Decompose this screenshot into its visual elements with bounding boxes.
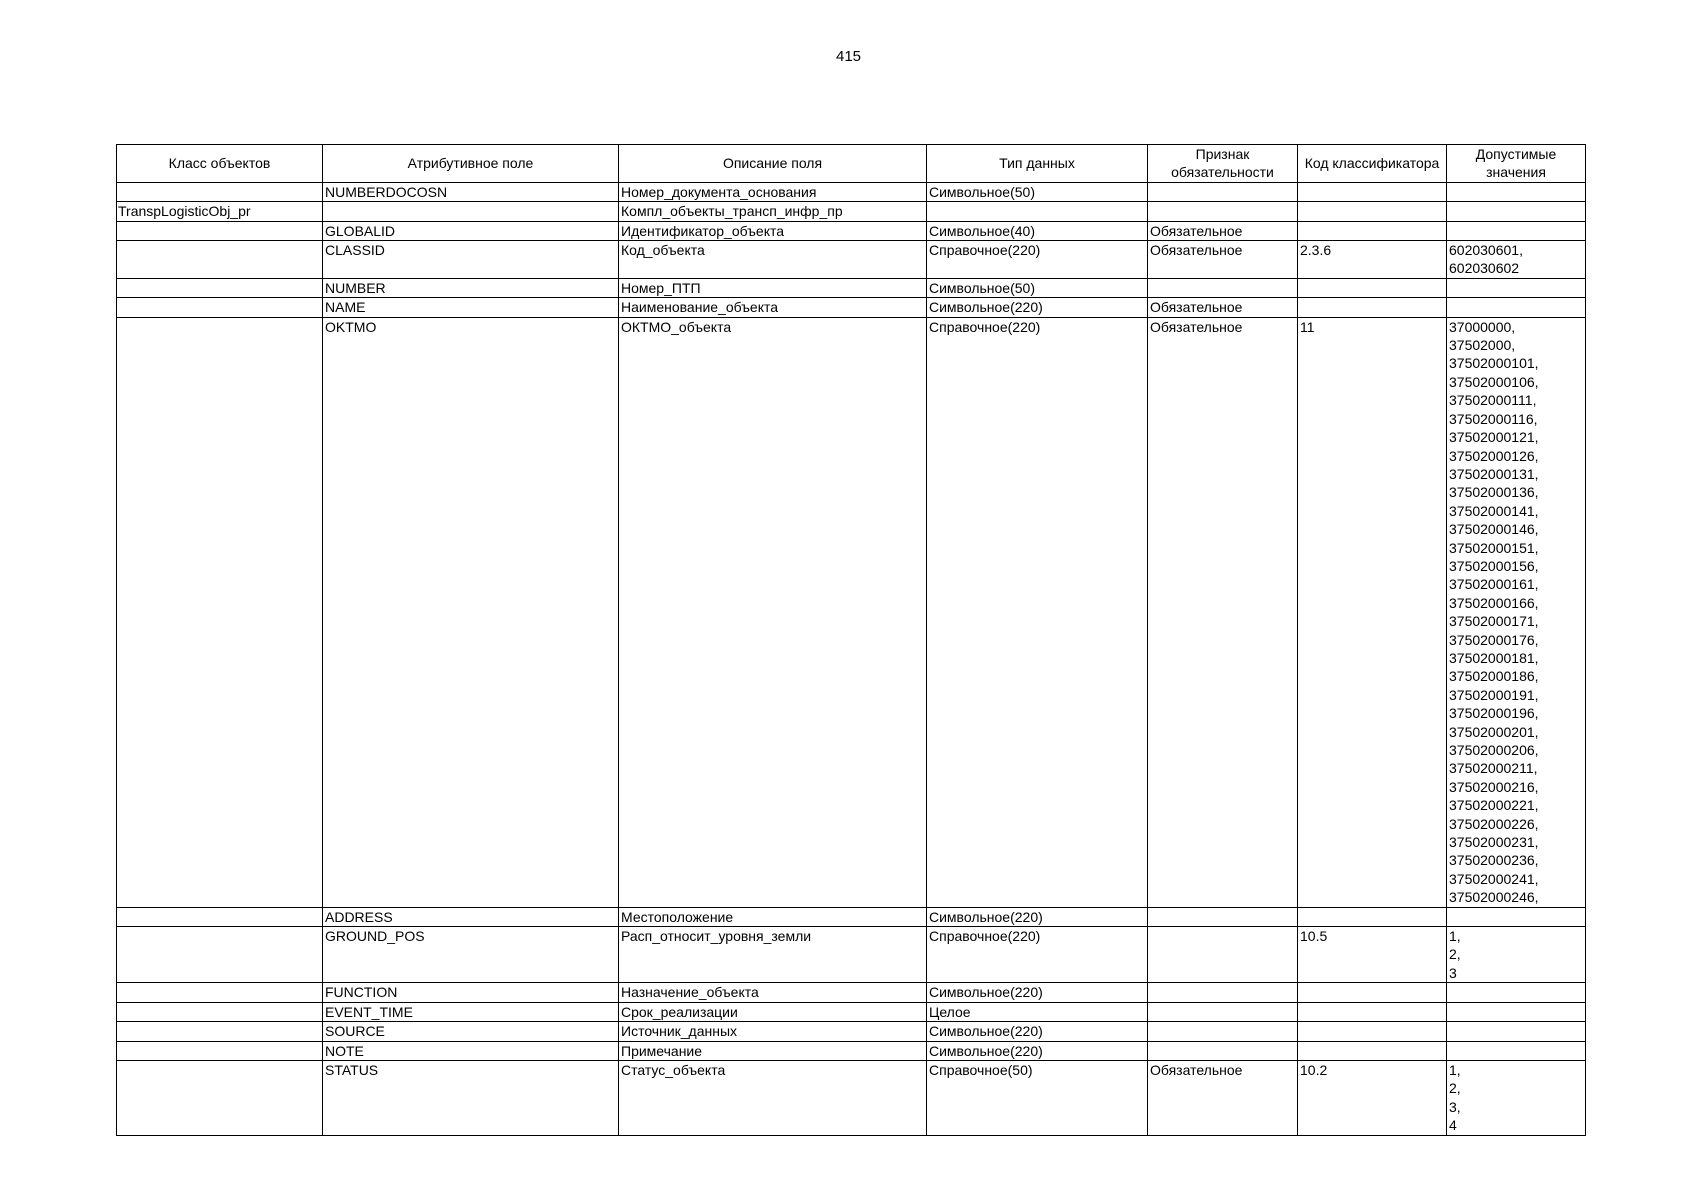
- cell-class: [117, 927, 323, 983]
- cell-required-flag: Обязательное: [1148, 317, 1298, 907]
- table-row: [117, 241, 1586, 279]
- cell-required-flag: [1148, 1022, 1298, 1041]
- cell-data-type: Справочное(220): [927, 317, 1148, 907]
- table-row: [117, 1002, 1586, 1021]
- cell-required-flag: [1148, 1002, 1298, 1021]
- cell-classifier-code: 10.2: [1298, 1060, 1447, 1135]
- cell-attribute-field: ADDRESS: [323, 907, 619, 926]
- cell-classifier-code: [1298, 1041, 1447, 1060]
- cell-allowed-values: 37000000, 37502000, 37502000101, 37502000106, 37502000111, 37502000116, 37502000121, 37502000126, 37502000131, 37502000136, 37502000141, 37502000146, 37502000151, 37502000156, 37502000161, 37502000166, 37502000171, 37502000176, 37502000181, 37502000186, 37502000191, 37502000196, 37502000201, 37502000206, 37502000211, 37502000216, 37502000221, 37502000226, 37502000231, 37502000236, 37502000241, 37502000246,: [1447, 317, 1586, 907]
- cell-classifier-code: 10.5: [1298, 927, 1447, 983]
- header-class: Класс объектов: [117, 145, 323, 183]
- cell-attribute-field: NOTE: [323, 1041, 619, 1060]
- cell-attribute-field: GLOBALID: [323, 221, 619, 240]
- cell-field-description: Расп_относит_уровня_земли: [619, 927, 927, 983]
- header-field-description: Описание поля: [619, 145, 927, 183]
- cell-required-flag: Обязательное: [1148, 241, 1298, 279]
- header-classifier-code: Код классификатора: [1298, 145, 1447, 183]
- cell-required-flag: [1148, 927, 1298, 983]
- cell-class: [117, 278, 323, 297]
- cell-allowed-values: 1, 2, 3, 4: [1447, 1060, 1586, 1135]
- header-allowed-values: Допустимые значения: [1447, 145, 1586, 183]
- cell-data-type: Символьное(50): [927, 278, 1148, 297]
- cell-data-type: Справочное(220): [927, 927, 1148, 983]
- table-row: [117, 1041, 1586, 1060]
- cell-classifier-code: [1298, 221, 1447, 240]
- cell-class: [117, 983, 323, 1002]
- cell-class: [117, 317, 323, 907]
- header-attribute-field: Атрибутивное поле: [323, 145, 619, 183]
- cell-class: [117, 241, 323, 279]
- table-row: [117, 278, 1586, 297]
- cell-data-type: Символьное(50): [927, 182, 1148, 201]
- table-row: [117, 983, 1586, 1002]
- header-data-type: Тип данных: [927, 145, 1148, 183]
- cell-attribute-field: CLASSID: [323, 241, 619, 279]
- cell-class: [117, 182, 323, 201]
- cell-required-flag: [1148, 278, 1298, 297]
- cell-classifier-code: 11: [1298, 317, 1447, 907]
- cell-allowed-values: [1447, 1002, 1586, 1021]
- cell-field-description: Идентификатор_объекта: [619, 221, 927, 240]
- cell-allowed-values: [1447, 1041, 1586, 1060]
- table-row: [117, 221, 1586, 240]
- cell-classifier-code: [1298, 298, 1447, 317]
- cell-attribute-field: GROUND_POS: [323, 927, 619, 983]
- cell-allowed-values: [1447, 221, 1586, 240]
- cell-classifier-code: [1298, 278, 1447, 297]
- cell-data-type: Символьное(220): [927, 1022, 1148, 1041]
- table-row: [117, 202, 1586, 221]
- table-row: [117, 317, 1586, 907]
- cell-class: [117, 1041, 323, 1060]
- cell-field-description: Наименование_объекта: [619, 298, 927, 317]
- cell-field-description: ОКТМО_объекта: [619, 317, 927, 907]
- table-row: [117, 182, 1586, 201]
- page-number: 415: [835, 48, 862, 65]
- cell-class: [117, 1022, 323, 1041]
- cell-classifier-code: [1298, 907, 1447, 926]
- cell-classifier-code: 2.3.6: [1298, 241, 1447, 279]
- cell-class: [117, 1002, 323, 1021]
- cell-class: [117, 298, 323, 317]
- cell-required-flag: [1148, 182, 1298, 201]
- cell-data-type: Справочное(220): [927, 241, 1148, 279]
- cell-classifier-code: [1298, 1022, 1447, 1041]
- cell-attribute-field: [323, 202, 619, 221]
- cell-allowed-values: [1447, 983, 1586, 1002]
- table-row: [117, 927, 1586, 983]
- cell-data-type: Целое: [927, 1002, 1148, 1021]
- header-required-flag: Признак обязательности: [1148, 145, 1298, 183]
- cell-class: [117, 907, 323, 926]
- cell-classifier-code: [1298, 1002, 1447, 1021]
- table-row: [117, 1060, 1586, 1135]
- cell-attribute-field: OKTMO: [323, 317, 619, 907]
- attribute-table: [116, 144, 1586, 1136]
- cell-field-description: Код_объекта: [619, 241, 927, 279]
- cell-field-description: Источник_данных: [619, 1022, 927, 1041]
- cell-allowed-values: [1447, 907, 1586, 926]
- cell-data-type: Символьное(220): [927, 1041, 1148, 1060]
- cell-data-type: Символьное(40): [927, 221, 1148, 240]
- cell-class: [117, 1060, 323, 1135]
- table-row: [117, 907, 1586, 926]
- cell-allowed-values: [1447, 278, 1586, 297]
- cell-allowed-values: [1447, 298, 1586, 317]
- cell-required-flag: Обязательное: [1148, 298, 1298, 317]
- cell-class: [117, 221, 323, 240]
- cell-allowed-values: [1447, 202, 1586, 221]
- cell-allowed-values: 602030601, 602030602: [1447, 241, 1586, 279]
- cell-required-flag: Обязательное: [1148, 221, 1298, 240]
- cell-required-flag: [1148, 202, 1298, 221]
- cell-field-description: Статус_объекта: [619, 1060, 927, 1135]
- cell-required-flag: [1148, 907, 1298, 926]
- table-row: [117, 298, 1586, 317]
- cell-field-description: Примечание: [619, 1041, 927, 1060]
- cell-classifier-code: [1298, 983, 1447, 1002]
- cell-field-description: Компл_объекты_трансп_инфр_пр: [619, 202, 927, 221]
- table-row: [117, 1022, 1586, 1041]
- cell-data-type: Справочное(50): [927, 1060, 1148, 1135]
- cell-attribute-field: NUMBER: [323, 278, 619, 297]
- cell-data-type: Символьное(220): [927, 907, 1148, 926]
- cell-attribute-field: EVENT_TIME: [323, 1002, 619, 1021]
- cell-required-flag: [1148, 983, 1298, 1002]
- cell-class: TranspLogisticObj_pr: [117, 202, 323, 221]
- cell-attribute-field: NUMBERDOCOSN: [323, 182, 619, 201]
- header-row: [117, 145, 1586, 183]
- cell-field-description: Местоположение: [619, 907, 927, 926]
- cell-classifier-code: [1298, 202, 1447, 221]
- cell-attribute-field: STATUS: [323, 1060, 619, 1135]
- cell-field-description: Номер_документа_основания: [619, 182, 927, 201]
- cell-field-description: Назначение_объекта: [619, 983, 927, 1002]
- cell-data-type: [927, 202, 1148, 221]
- cell-attribute-field: NAME: [323, 298, 619, 317]
- cell-data-type: Символьное(220): [927, 983, 1148, 1002]
- cell-data-type: Символьное(220): [927, 298, 1148, 317]
- cell-required-flag: [1148, 1041, 1298, 1060]
- cell-required-flag: Обязательное: [1148, 1060, 1298, 1135]
- cell-field-description: Срок_реализации: [619, 1002, 927, 1021]
- cell-attribute-field: SOURCE: [323, 1022, 619, 1041]
- cell-field-description: Номер_ПТП: [619, 278, 927, 297]
- cell-attribute-field: FUNCTION: [323, 983, 619, 1002]
- cell-allowed-values: [1447, 1022, 1586, 1041]
- cell-classifier-code: [1298, 182, 1447, 201]
- cell-allowed-values: 1, 2, 3: [1447, 927, 1586, 983]
- cell-allowed-values: [1447, 182, 1586, 201]
